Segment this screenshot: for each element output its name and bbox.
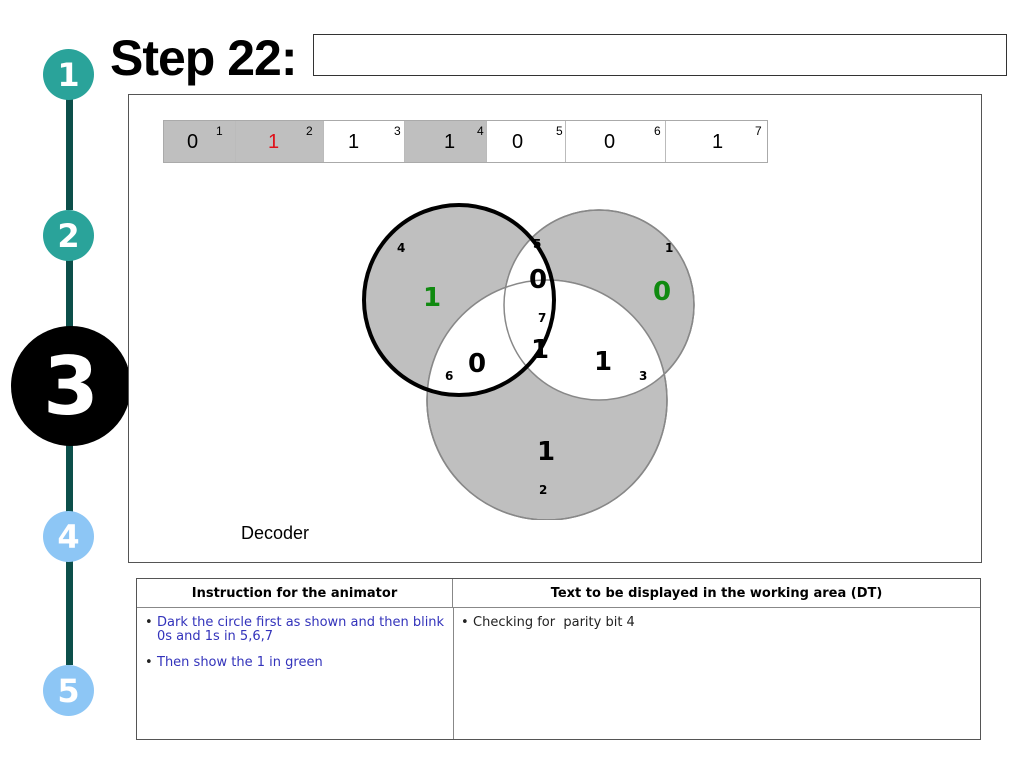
bit-cell xyxy=(324,121,405,162)
bit-index: 6 xyxy=(654,124,661,138)
bit-index: 5 xyxy=(556,124,563,138)
region-index-1: 1 xyxy=(665,241,674,255)
bits-row xyxy=(163,120,768,163)
region-value-4: 1 xyxy=(423,283,442,313)
step-5[interactable]: 5 xyxy=(43,665,94,716)
region-index-4: 4 xyxy=(397,241,406,255)
instruction-cell xyxy=(145,616,445,682)
bullet-icon: • xyxy=(145,615,153,630)
table-header-instruction: Instruction for the animator xyxy=(137,579,453,608)
bit-index: 3 xyxy=(394,124,401,138)
bit-value: 1 xyxy=(348,131,360,153)
bit-value: 0 xyxy=(187,131,199,153)
bit-cell xyxy=(236,121,324,162)
bullet-icon: • xyxy=(145,655,153,670)
bit-value: 1 xyxy=(268,131,280,153)
region-value-5: 0 xyxy=(529,265,548,295)
bit-value: 1 xyxy=(712,131,724,153)
bit-cell xyxy=(487,121,566,162)
bit-value: 1 xyxy=(444,131,456,153)
bit-cell xyxy=(164,121,236,162)
list-item: • Then show the 1 in green xyxy=(145,655,323,670)
timeline-line xyxy=(66,255,73,330)
region-value-6: 0 xyxy=(468,349,487,379)
region-value-7: 1 xyxy=(531,335,550,365)
bit-value: 0 xyxy=(512,131,524,153)
timeline-line xyxy=(66,445,73,515)
bit-cell xyxy=(405,121,487,162)
region-value-2: 1 xyxy=(537,437,556,467)
region-index-5: 5 xyxy=(533,237,542,251)
step-3[interactable]: 3 xyxy=(11,326,131,446)
instruction-table xyxy=(136,578,981,740)
title-input-box[interactable] xyxy=(313,34,1007,76)
display-text-cell xyxy=(461,616,961,642)
bit-index: 2 xyxy=(306,124,313,138)
working-panel xyxy=(128,94,982,563)
timeline-line xyxy=(66,85,73,210)
list-item: • Checking for parity bit 4 xyxy=(461,615,635,630)
region-index-6: 6 xyxy=(445,369,454,383)
region-value-1: 0 xyxy=(653,277,672,307)
bit-index: 4 xyxy=(477,124,484,138)
bullet-icon: • xyxy=(461,615,469,630)
region-index-2: 2 xyxy=(539,483,548,497)
region-value-3: 1 xyxy=(594,347,613,377)
venn-diagram xyxy=(359,200,729,520)
step-4[interactable]: 4 xyxy=(43,511,94,562)
region-index-3: 3 xyxy=(639,369,648,383)
bit-cell xyxy=(666,121,767,162)
timeline-line xyxy=(66,560,73,665)
region-index-7: 7 xyxy=(538,311,547,325)
decoder-label: Decoder xyxy=(241,523,310,543)
bit-value: 0 xyxy=(604,131,616,153)
list-item: • Dark the circle first as shown and then blink 0s and 1s in 5,6,7 xyxy=(145,615,445,644)
page-title: Step 22: xyxy=(110,30,297,86)
bit-cell xyxy=(566,121,666,162)
table-column-divider xyxy=(453,608,454,739)
step-1[interactable]: 1 xyxy=(43,49,94,100)
table-header-display-text: Text to be displayed in the working area (DT) xyxy=(453,579,980,608)
step-2[interactable]: 2 xyxy=(43,210,94,261)
bit-index: 7 xyxy=(755,124,762,138)
bit-index: 1 xyxy=(216,124,223,138)
